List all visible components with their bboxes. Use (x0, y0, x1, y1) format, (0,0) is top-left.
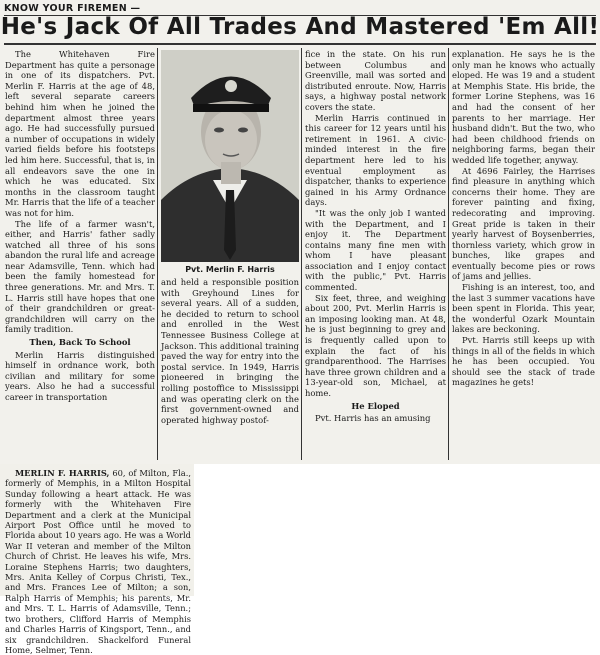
article-column-4 (452, 49, 595, 388)
subheading: Then, Back To School (29, 337, 131, 348)
article-column-1 (5, 49, 155, 403)
subheading: He Eloped (351, 400, 400, 411)
paragraph: "It was the only job I wanted with the Department, and I enjoy it. The Department contains many fine men with whom I have pleasant association and I enjoy contact with the public," Pvt. Harris commented. (305, 207, 446, 293)
portrait-image (161, 50, 299, 262)
paragraph: At 4696 Fairley, the Harrises find pleasure in anything which concerns their home. They are forever painting and fixing, redecorating and improving. Great pride is taken in their yearly harvest of Boysenberries, thornless variety, which grow in bunches, like grapes and eventually become pies or rows of jams and jellies. (452, 165, 595, 282)
obituary-clipping (0, 464, 194, 655)
portrait-photo (161, 50, 299, 262)
obituary-text (5, 468, 191, 655)
photo-caption: Pvt. Merlin F. Harris (185, 265, 275, 274)
column-divider (301, 48, 302, 460)
paragraph: The Whitehaven Fire Department has quite a personage in one of its dispatchers. Pvt. Merlin F. Harris at the age of 48, left several separate careers behind him when he joined the department almost three years ago. He had successfully pursued a number of occupations in widely varied fields before his footsteps led him here. Successful, that is, in all endeavors save the one in which he was educated. Six months in the classroom taught Mr. Harris that the life of a teacher was not for him. (5, 49, 155, 218)
paragraph: fice in the state. On his run between Columbus and Greenville, mail was sorted and distributed enroute. Now, Harris says, a highway postal network covers the state. (305, 49, 446, 112)
column-divider (157, 48, 158, 460)
paragraph: Fishing is an interest, too, and the last 3 summer vacations have been spent in Florida. This year, the wonderful Ozark Mountain lakes are beckoning. (452, 282, 595, 335)
headline: He's Jack Of All Trades And Mastered 'Em All! (0, 14, 600, 40)
paragraph: Six feet, three, and weighing about 200, Pvt. Merlin Harris is an imposing looking man. At 48, he is just beginning to grey and is frequently called upon to explain the fact of his grandparenthood. The Harrises have three grown children and a 13-year-old son, Michael, at home. (305, 292, 446, 398)
column-divider (448, 48, 449, 460)
paragraph: Pvt. Harris has an amusing (315, 413, 431, 424)
obituary-name: MERLIN F. HARRIS, (15, 468, 110, 478)
paragraph: Merlin Harris continued in this career for 12 years until his retirement in 1961. A civic-minded interest in the fire department here led to his eventual employment as dispatcher, thanks to experience gained in his Army Ordnance days. (305, 112, 446, 208)
paragraph: and held a responsible position with Greyhound Lines for several years. All of a sudden, he decided to return to school and enrolled in the West Tennessee Business College at Jackson. This additional training paved the way for entry into the postal service. In 1949, Harris pioneered in bringing the rolling postoffice to Mississippi and was operating clerk on the first government-owned and operated highway postof- (161, 277, 299, 425)
paragraph: explanation. He says he is the only man he knows who actually eloped. He was 19 and a student at Memphis State. His bride, the former Lorine Stephens, was 16 and had the consent of her parents to her marriage. Her husband didn't. But the two, who had been childhood friends on neighboring farms, began their wedded life together, anyway. (452, 49, 595, 165)
section-kicker: KNOW YOUR FIREMEN — (4, 3, 141, 14)
paragraph: Pvt. Harris still keeps up with things in all of the fields in which he has been occupied. You should see the stack of trade magazines he gets! (452, 335, 595, 388)
paragraph: The life of a farmer wasn't, either, and Harris' father sadly watched all three of his sons abandon the rural life and acreage near Adamsville, Tenn. which had been the family homestead for three generations. Mr. and Mrs. T. L. Harris still have hopes that one of their grandchildren or great-grandchildren will carry on the family tradition. (5, 218, 155, 335)
article-column-3 (305, 49, 446, 424)
paragraph: Merlin Harris distinguished himself in ordnance work, both civilian and military for some years. Also he had a successful career in transportation (5, 349, 155, 402)
article-column-2 (161, 277, 299, 425)
headline-rule (4, 43, 596, 45)
obituary-body: 60, of Milton, Fla., formerly of Memphis, in a Milton Hospital Sunday following a heart attack. He was formerly with the Whitehaven Fire Department and a clerk at the Municipal Airport Post Office until he moved to Florida about 10 years ago. He was a World War II veteran and member of the Milton Church of Christ. He leaves his wife, Mrs. Loraine Stephens Harris; two daughters, Mrs. Anita Kelley of Corpus Christi, Tex., and Mrs. Frances Lee of Milton; a son, Ralph Harris of Memphis; his parents, Mr. and Mrs. T. L. Harris of Adamsville, Tenn.; two brothers, Clifford Harris of Memphis and Charles Harris of Kingsport, Tenn., and six grandchildren. Shackelford Funeral Home, Selmer, Tenn. (5, 468, 191, 655)
